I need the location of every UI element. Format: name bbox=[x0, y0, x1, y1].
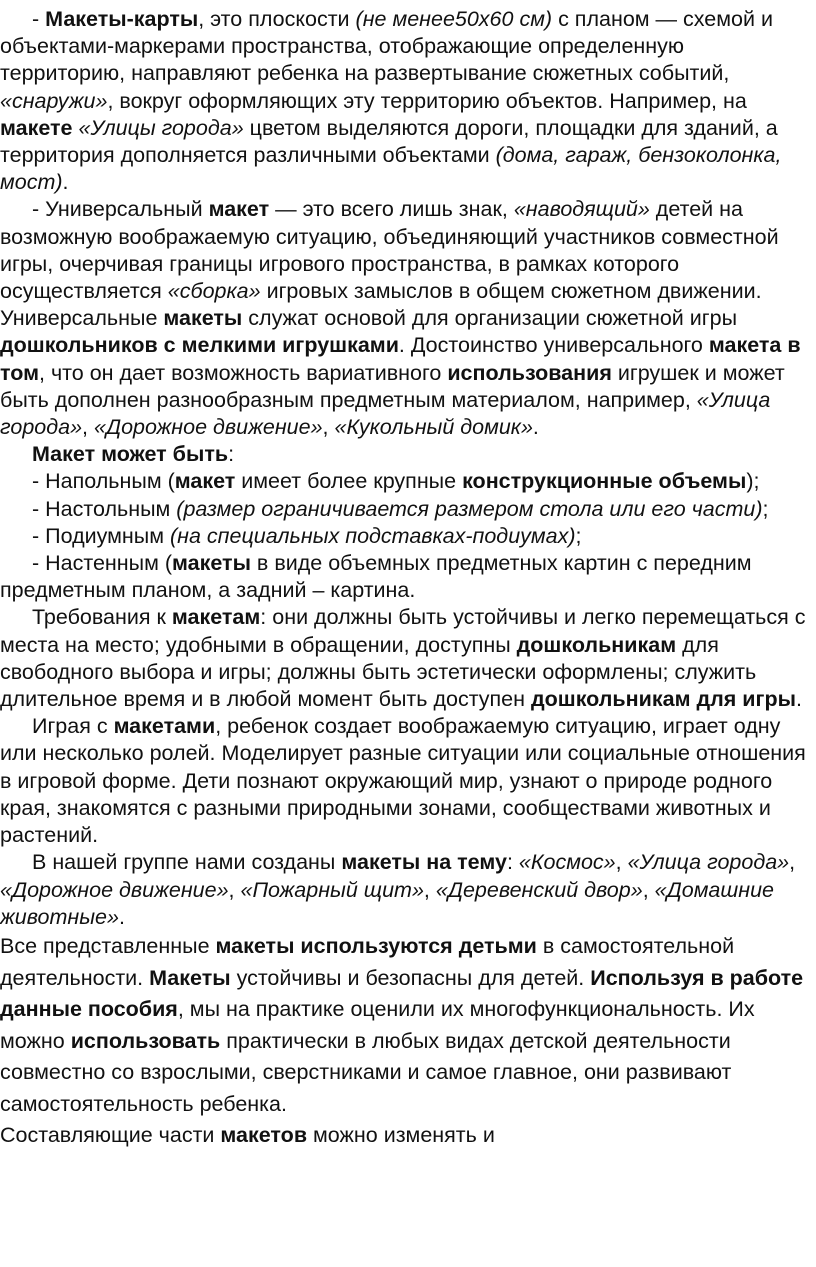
paragraph-all-layouts bbox=[0, 931, 816, 1121]
paragraph-components bbox=[0, 1120, 816, 1152]
italic-text: «Пожарный щит» bbox=[240, 877, 424, 902]
text-run: практически в любых видах детской деятельности совместно со взрослыми, сверстниками и самое главное, они развивают самостоятельность ребенка. bbox=[0, 1028, 732, 1116]
italic-text: «Домашние животные» bbox=[0, 877, 774, 929]
bold-text: макеты bbox=[172, 551, 251, 576]
bold-text: макета в том bbox=[0, 333, 801, 385]
paragraph-requirements bbox=[0, 604, 816, 713]
italic-text: «Дорожное движение» bbox=[94, 415, 323, 440]
bold-text: использовать bbox=[70, 1028, 221, 1053]
bold-text: макеты на тему bbox=[341, 850, 507, 875]
paragraph-map-layouts bbox=[0, 6, 816, 196]
text-run: - Напольным ( bbox=[32, 469, 175, 494]
text-run: В нашей группе нами созданы bbox=[32, 850, 342, 875]
text-run: можно изменять и bbox=[307, 1123, 495, 1148]
text-run: игровых замыслов в общем сюжетном движении. Универсальные bbox=[0, 279, 762, 331]
italic-text: «Деревенский двор» bbox=[435, 877, 643, 902]
bold-text: Используя в работе данные пособия bbox=[0, 965, 804, 1022]
bold-text: Макеты-карты bbox=[45, 7, 199, 31]
text-run: , bbox=[82, 415, 94, 440]
text-run: - Подиумным bbox=[32, 523, 170, 548]
italic-text: (не менее50х60 см) bbox=[355, 7, 553, 31]
text-run: Требования к bbox=[32, 605, 172, 630]
text-run: ; bbox=[575, 523, 582, 548]
text-run: ; bbox=[762, 496, 769, 521]
italic-text: (дома, гараж, бензоколонка, мост) bbox=[0, 143, 782, 195]
list-item-table bbox=[0, 496, 816, 523]
text-run: , bbox=[615, 850, 628, 875]
text-run: . Достоинство универсального bbox=[398, 333, 709, 358]
bold-text: макетами bbox=[113, 714, 216, 739]
text-run: - Настенным ( bbox=[32, 551, 173, 576]
bold-text: макеты bbox=[163, 306, 243, 331]
paragraph-universal-layout bbox=[0, 196, 816, 441]
text-run: , ребенок создает воображаемую ситуацию, играет одну или несколько ролей. Моделирует разные ситуации или социальные отношения в игровой форме. Дети познают окружающий мир, узнают о природе родного края, знакомятся с разными природными зонами, сообществами животных и растений. bbox=[0, 714, 806, 848]
text-run: : они должны быть устойчивы и легко перемещаться с места на место; удобными в обращении, доступны bbox=[0, 605, 806, 657]
text-run: - bbox=[32, 7, 46, 31]
italic-text: «Кукольный домик» bbox=[334, 415, 533, 440]
text-run: . bbox=[62, 170, 69, 195]
text-run: в самостоятельной деятельности. bbox=[0, 933, 735, 990]
italic-text: (размер ограничивается размером стола или его части) bbox=[176, 496, 763, 521]
text-run: . bbox=[118, 904, 125, 929]
text-run: , что он дает возможность вариативного bbox=[39, 360, 448, 385]
bold-text: макет bbox=[208, 197, 270, 222]
bold-text: макетов bbox=[220, 1123, 308, 1148]
text-run: , мы на практике оценили их многофункциональность. Их можно bbox=[0, 997, 755, 1053]
list-item-podium bbox=[0, 523, 816, 550]
text-run: , bbox=[789, 850, 796, 875]
bold-text: дошкольникам bbox=[516, 632, 677, 657]
italic-text: «Дорожное движение» bbox=[0, 877, 229, 902]
text-run: в виде объемных предметных картин с передним предметным планом, а задний – картина. bbox=[0, 551, 752, 603]
bold-text: использования bbox=[447, 360, 612, 385]
bold-text: Макет может быть bbox=[32, 442, 229, 467]
italic-text: «сборка» bbox=[167, 279, 261, 304]
bold-text: макете bbox=[0, 115, 73, 140]
text-run: , bbox=[642, 877, 655, 902]
list-item-wall bbox=[0, 550, 816, 604]
bold-text: макеты используются детьми bbox=[215, 933, 537, 958]
text-run: Играя с bbox=[32, 714, 114, 739]
text-run: : bbox=[228, 442, 235, 467]
text-run: игрушек и может быть дополнен разнообразным предметным материалом, например, bbox=[0, 360, 785, 412]
bold-text: конструкционные объемы bbox=[462, 469, 747, 494]
bold-text: Макеты bbox=[149, 965, 231, 990]
paragraph-layout-types-heading bbox=[0, 441, 816, 468]
italic-text: «Улица города» bbox=[0, 387, 771, 440]
text-run: Составляющие части bbox=[0, 1123, 221, 1148]
list-item-floor bbox=[0, 468, 816, 495]
bold-text: макет bbox=[174, 469, 236, 494]
text-run: : bbox=[506, 850, 519, 875]
text-run: , это плоскости bbox=[198, 7, 356, 31]
text-run: для свободного выбора и игры; должны быть эстетически оформлены; служить длительное время и в любой момент быть доступен bbox=[0, 632, 757, 712]
text-run: , bbox=[228, 877, 241, 902]
text-run: - Универсальный bbox=[32, 197, 209, 222]
italic-text: «Космос» bbox=[518, 850, 616, 875]
italic-text: (на специальных подставках-подиумах) bbox=[170, 523, 576, 548]
text-run: , bbox=[322, 415, 335, 440]
text-run: - Настольным bbox=[32, 496, 177, 521]
italic-text: «снаружи» bbox=[0, 88, 108, 113]
text-run: . bbox=[532, 415, 539, 440]
bold-text: дошкольников с мелкими игрушками bbox=[0, 333, 399, 358]
text-run: детей на возможную воображаемую ситуацию, объединяющий участников совместной игры, очерчивая границы игрового пространства, в рамках которого осуществляется bbox=[0, 197, 779, 304]
text-run: , bbox=[423, 877, 436, 902]
text-run: служат основой для организации сюжетной игры bbox=[242, 306, 738, 331]
text-run: Все представленные bbox=[0, 933, 216, 958]
paragraph-playing bbox=[0, 713, 816, 849]
paragraph-our-group bbox=[0, 849, 816, 931]
text-run: ); bbox=[746, 469, 760, 494]
text-run: цветом выделяются дороги, площадки для зданий, а территория дополняется различными объектами bbox=[0, 115, 778, 168]
text-run: . bbox=[795, 687, 802, 712]
text-run: устойчивы и безопасны для детей. bbox=[230, 965, 591, 990]
italic-text: «Улица города» bbox=[627, 850, 790, 875]
bold-text: макетам bbox=[171, 605, 261, 630]
text-run: с планом — схемой и объектами-маркерами пространства, отображающие определенную территорию, направляют ребенка на развертывание сюжетных событий, bbox=[0, 7, 773, 86]
text-run: — это всего лишь знак, bbox=[269, 197, 514, 222]
bold-text: дошкольникам для игры bbox=[531, 687, 796, 712]
text-run: имеет более крупные bbox=[235, 469, 463, 494]
italic-text: «Улицы города» bbox=[78, 115, 244, 140]
italic-text: «наводящий» bbox=[513, 197, 650, 222]
text-run: , вокруг оформляющих эту территорию объектов. Например, на bbox=[107, 88, 747, 113]
